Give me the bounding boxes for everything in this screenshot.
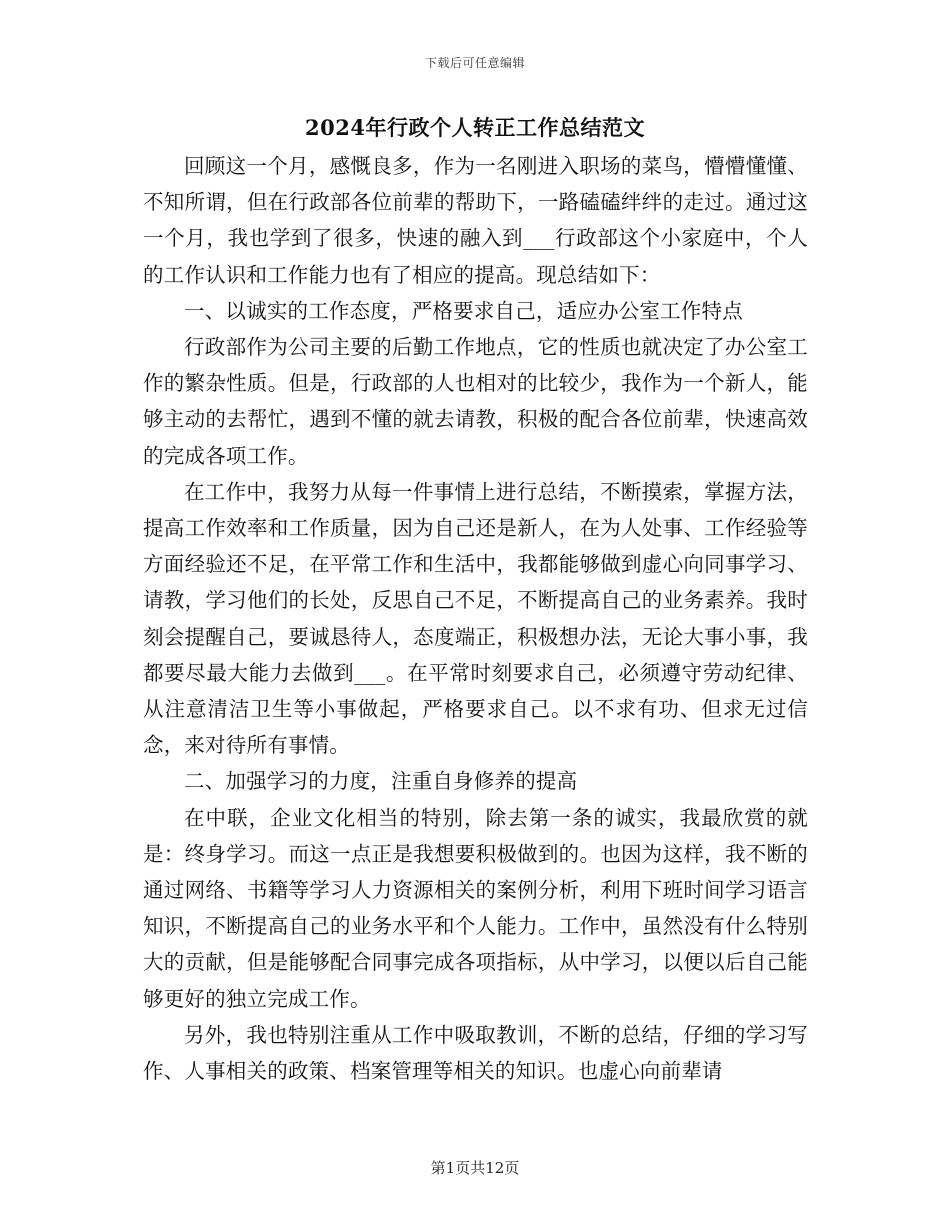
section-heading-1: 一、以诚实的工作态度，严格要求自己，适应办公室工作特点 <box>184 298 743 323</box>
section-heading-2: 二、加强学习的力度，注重自身修养的提高 <box>184 769 578 794</box>
paragraph-intro: 回顾这一个月，感慨良多，作为一名刚进入职场的菜鸟，懵懵懂懂、不知所谓，但在行政部各位前辈的帮助下，一路磕磕绊绊的走过。通过这一个月，我也学到了很多，快速的融入到___行政部这个小家庭中，个人的工作认识和工作能力也有了相应的提高。现总结如下： <box>143 154 808 287</box>
paragraph: 行政部作为公司主要的后勤工作地点，它的性质也就决定了办公室工作的繁杂性质。但是，行政部的人也相对的比较少，我作为一个新人，能够主动的去帮忙，遇到不懂的就去请教，积极的配合各位前辈，快速高效的完成各项工作。 <box>143 335 808 468</box>
paragraph: 在工作中，我努力从每一件事情上进行总结，不断摸索，掌握方法，提高工作效率和工作质量，因为自己还是新人，在为人处事、工作经验等方面经验还不足，在平常工作和生活中，我都能够做到虚心向同事学习、请教，学习他们的长处，反思自己不足，不断提高自己的业务素养。我时刻会提醒自己，要诚恳待人，态度端正，积极想办法，无论大事小事，我都要尽最大能力去做到___。在平常时刻要求自己，必须遵守劳动纪律、从注意清洁卫生等小事做起，严格要求自己。以不求有功、但求无过信念，来对待所有事情。 <box>143 479 808 758</box>
paragraph: 在中联，企业文化相当的特别，除去第一条的诚实，我最欣赏的就是：终身学习。而这一点正是我想要积极做到的。也因为这样，我不断的通过网络、书籍等学习人力资源相关的案例分析，利用下班时间学习语言知识，不断提高自己的业务水平和个人能力。工作中，虽然没有什么特别大的贡献，但是能够配合同事完成各项指标，从中学习，以便以后自己能够更好的独立完成工作。 <box>143 805 808 1011</box>
document-body <box>143 148 808 1089</box>
page-number: 第1页共12页 <box>430 1159 520 1177</box>
header-note: 下载后可任意编辑 <box>424 56 525 70</box>
paragraph: 另外，我也特别注重从工作中吸取教训，不断的总结，仔细的学习写作、人事相关的政策、档案管理等相关的知识。也虚心向前辈请 <box>143 1022 808 1084</box>
document-title: 2024年行政个人转正工作总结范文 <box>305 115 645 140</box>
